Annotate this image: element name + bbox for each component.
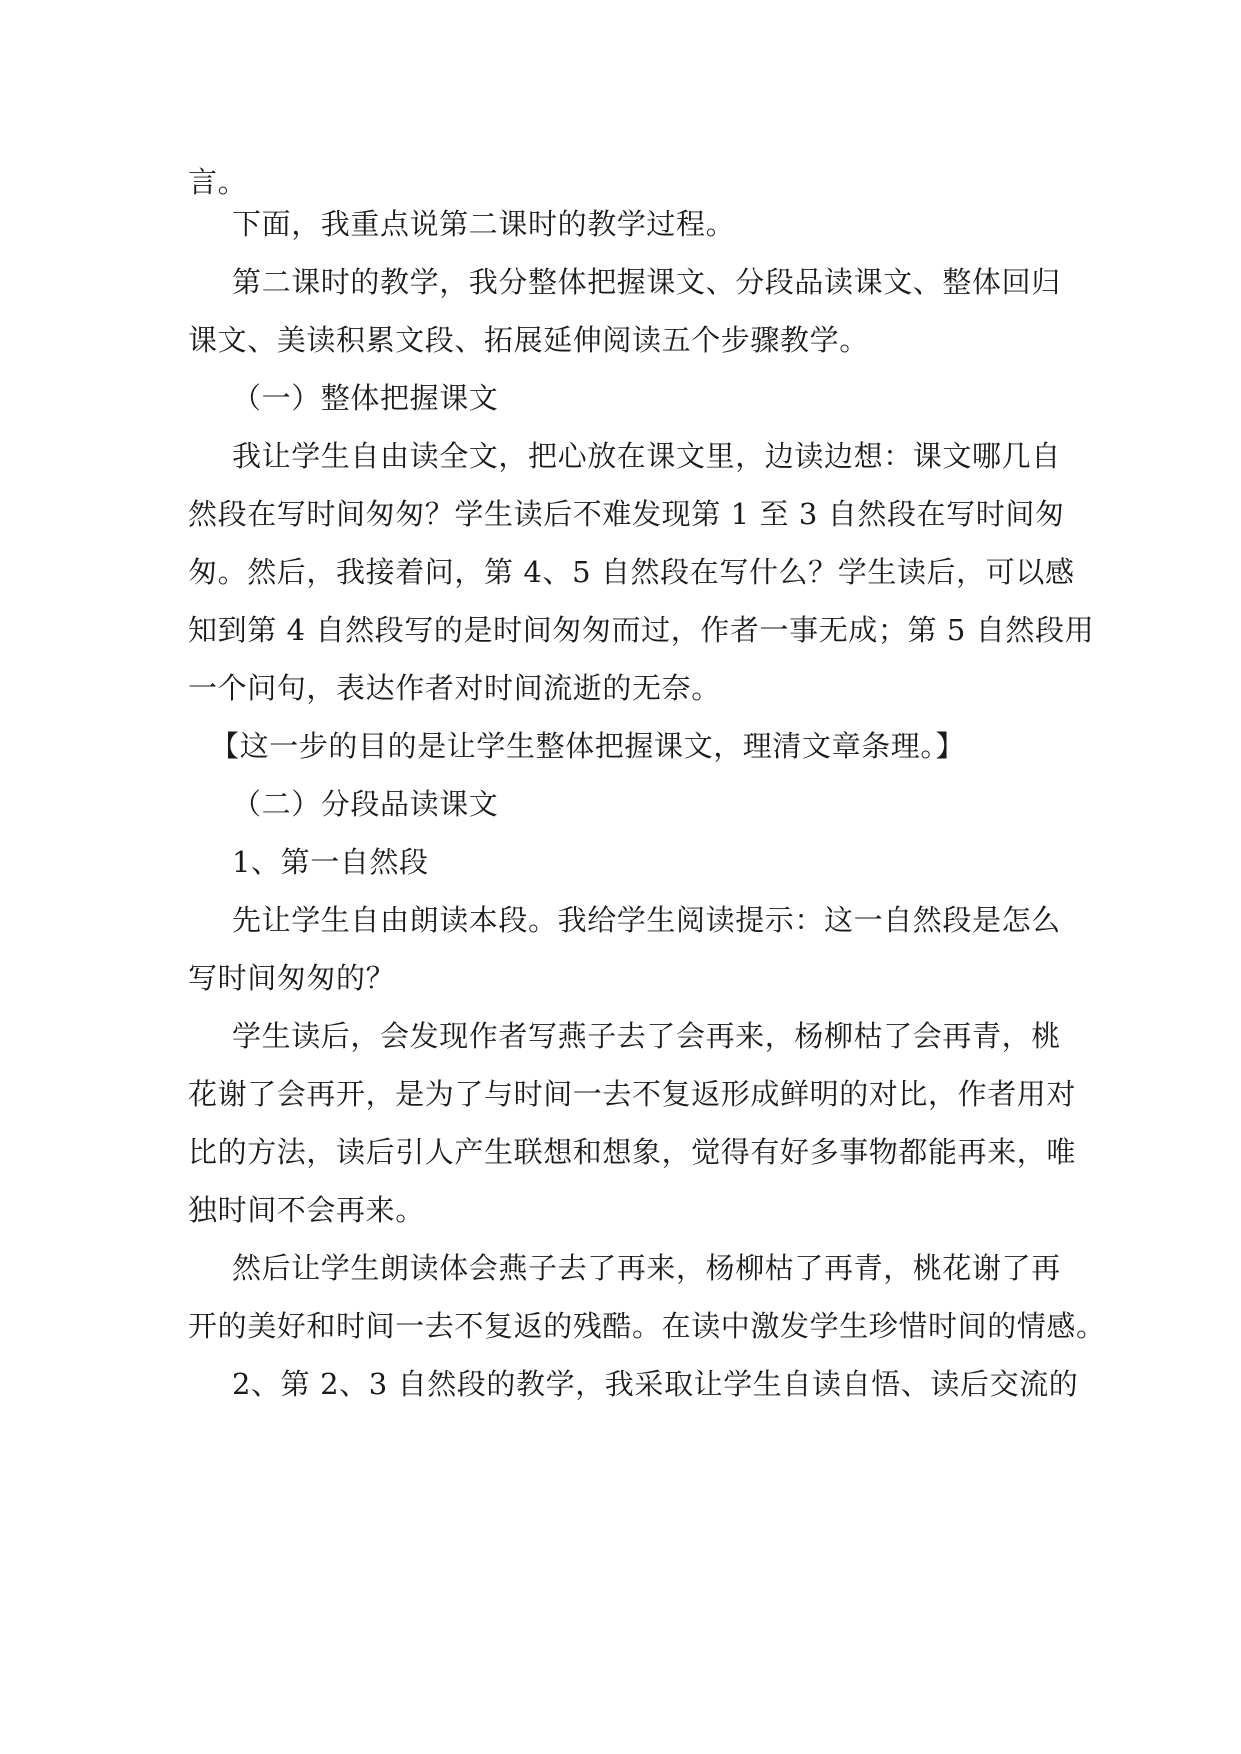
text-line: 然后让学生朗读体会燕子去了再来，杨柳枯了再青，桃花谢了再 [232, 1251, 1061, 1285]
text-line: 我让学生自由读全文，把心放在课文里，边读边想：课文哪几自 [232, 439, 1061, 473]
text-line: 花谢了会再开，是为了与时间一去不复返形成鲜明的对比，作者用对 [188, 1077, 1077, 1111]
text-line: 第二课时的教学，我分整体把握课文、分段品读课文、整体回归 [232, 265, 1061, 299]
text-line: 独时间不会再来。 [188, 1193, 425, 1227]
text-line: 下面，我重点说第二课时的教学过程。 [232, 207, 736, 241]
section-heading: （一）整体把握课文 [232, 381, 499, 415]
text-line: 开的美好和时间一去不复返的残酷。在读中激发学生珍惜时间的情感。 [188, 1309, 1106, 1343]
text-line: 言。 [188, 165, 248, 199]
text-line: 先让学生自由朗读本段。我给学生阅读提示：这一自然段是怎么 [232, 903, 1061, 937]
text-line: 课文、美读积累文段、拓展延伸阅读五个步骤教学。 [188, 323, 869, 357]
text-line: 2、第 2、3 自然段的教学，我采取让学生自读自悟、读后交流的 [232, 1367, 1079, 1401]
text-line: 知到第 4 自然段写的是时间匆匆而过，作者一事无成；第 5 自然段用 [188, 613, 1095, 647]
text-line: 学生读后，会发现作者写燕子去了会再来，杨柳枯了会再青，桃 [232, 1019, 1061, 1053]
text-line: 比的方法，读后引人产生联想和想象，觉得有好多事物都能再来，唯 [188, 1135, 1077, 1169]
text-line: 一个问句，表达作者对时间流逝的无奈。 [188, 671, 721, 705]
text-line: 然段在写时间匆匆？学生读后不难发现第 1 至 3 自然段在写时间匆 [188, 497, 1065, 531]
text-line: 匆。然后，我接着问，第 4、5 自然段在写什么？学生读后，可以感 [188, 555, 1075, 589]
subsection-heading: 1、第一自然段 [232, 845, 429, 879]
section-heading: （二）分段品读课文 [232, 787, 499, 821]
text-line: 写时间匆匆的？ [188, 961, 396, 995]
note-line: 【这一步的目的是让学生整体把握课文，理清文章条理。】 [210, 729, 966, 763]
